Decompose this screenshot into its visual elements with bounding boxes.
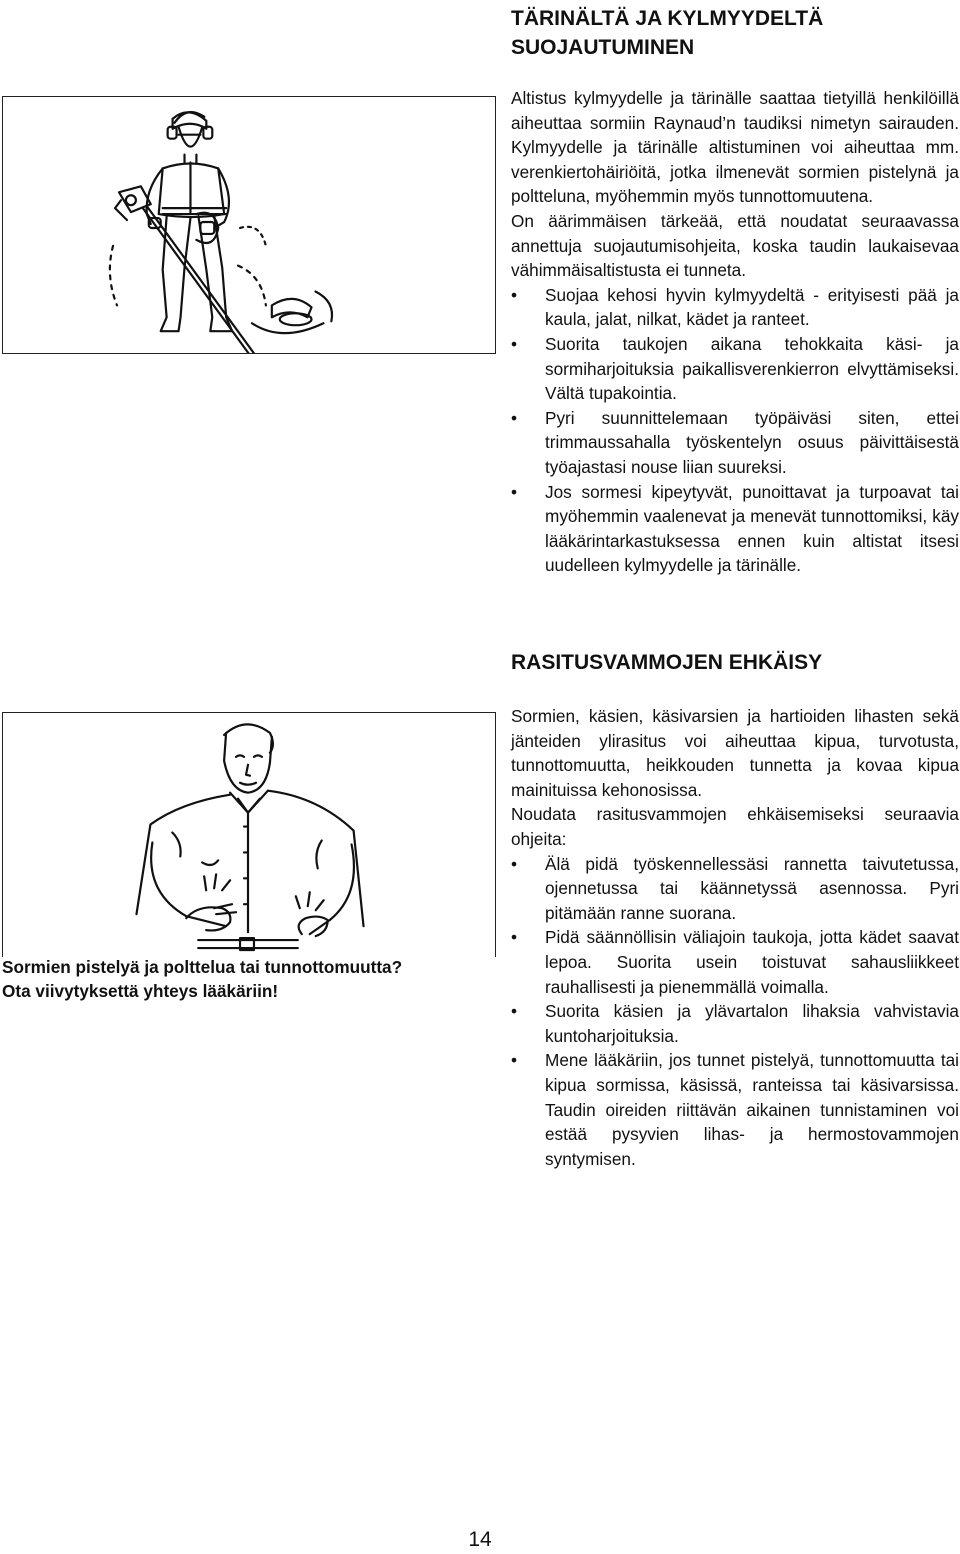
list-item-text: Pyri suunnittelemaan työpäiväsi siten, ettei trimmaussahalla työskentelyn osuus päivittäisestä työajastasi nouse liian suureksi.: [545, 407, 959, 477]
bullet-symbol: •: [511, 927, 518, 948]
intro-paragraph: Altistus kylmyydelle ja tärinälle saattaa tietyillä henkilöillä aiheuttaa sormiin Raynaud’n taudiksi nimetyn sairauden. Kylmyydelle ja tärinälle altistuminen voi aiheuttaa mm. verenkiertohäiriöitä, jotka ilmenevät sormien pistelynä ja poltteluna, myöhemmin myös tunnottomuutena.: [511, 88, 959, 207]
section1-body: [511, 86, 959, 578]
list-item: [511, 406, 959, 480]
list-item-text: Jos sormesi kipeytyvät, punoittavat ja turpoavat tai myöhemmin vaalenevat ja menevät tunnottomiksi, käy lääkärintarkastuksessa ennen kuin altistat itsesi uudelleen kylmyydelle ja tärinälle.: [545, 481, 959, 576]
bullet-symbol: •: [511, 1001, 518, 1022]
trimmer-operator-illustration: [2, 96, 496, 354]
section-title-vibration-cold: [511, 4, 823, 62]
list-item-text: Pidä säännöllisin väliajoin taukoja, jotta kädet saavat lepoa. Suorita usein toistuvat sahausliikkeet rauhallisesti ja pienemmällä voimalla.: [545, 927, 959, 997]
caption-line: Sormien pistelyä ja polttelua tai tunnottomuutta?: [2, 957, 403, 977]
section2-body: [511, 704, 959, 1171]
list-item: [511, 283, 959, 332]
page-number: 14: [468, 1528, 492, 1551]
list-item: [511, 1048, 959, 1171]
section-title-strain-injury: RASITUSVAMMOJEN EHKÄISY: [511, 651, 823, 674]
figure-caption: [2, 955, 492, 1003]
list-item-text: Suojaa kehosi hyvin kylmyydeltä - erityisesti pää ja kaula, jalat, nilkat, kädet ja ranteet.: [545, 284, 959, 330]
list-item: [511, 332, 959, 406]
list-item-text: Suorita taukojen aikana tehokkaita käsi- ja sormiharjoituksia paikallisverenkierron elvyttämiseksi. Vältä tupakointia.: [545, 333, 959, 404]
strain-guidelines-intro: Noudata rasitusvammojen ehkäisemiseksi seuraavia ohjeita:: [511, 804, 959, 849]
bullet-symbol: •: [511, 284, 518, 305]
list-item: [511, 852, 959, 926]
bullet-symbol: •: [511, 481, 518, 502]
caption-line: Ota viivytyksettä yhteys lääkäriin!: [2, 981, 279, 1001]
section-title-line: TÄRINÄLTÄ JA KYLMYYDELTÄ: [511, 7, 824, 30]
bullet-symbol: •: [511, 1050, 518, 1071]
bullet-symbol: •: [511, 333, 518, 354]
list-item-text: Suorita käsien ja ylävartalon lihaksia vahvistavia kuntoharjoituksia.: [545, 1001, 959, 1046]
strain-guidelines-list: [511, 852, 959, 1172]
list-item: [511, 999, 959, 1048]
list-item: [511, 925, 959, 999]
strain-intro-paragraph: Sormien, käsien, käsivarsien ja hartioiden lihasten sekä jänteiden ylirasitus voi aiheuttaa kipua, turvotusta, tunnottomuutta, heikkouden tunnetta ja kovaa kipua mainituissa kehonosissa.: [511, 706, 959, 800]
list-item-text: Mene lääkäriin, jos tunnet pistelyä, tunnottomuutta tai kipua sormissa, käsissä, ranteissa tai käsivarsissa. Taudin oireiden riittävän aikainen tunnistaminen voi estää pysyvien lihas- ja hermostovammojen syntymisen.: [545, 1050, 959, 1169]
bullet-symbol: •: [511, 407, 518, 428]
protection-guidelines-list: [511, 283, 959, 578]
hand-symptoms-drawing: [3, 713, 495, 957]
importance-paragraph: On äärimmäisen tärkeää, että noudatat seuraavassa annettuja suojautumisohjeita, koska taudin laukaisevaa vähimmäisaltistusta ei tunneta.: [511, 210, 959, 281]
section-title-line: SUOJAUTUMINEN: [511, 36, 695, 59]
list-item: [511, 480, 959, 578]
trimmer-operator-drawing: [3, 97, 495, 353]
bullet-symbol: •: [511, 853, 518, 874]
list-item-text: Älä pidä työskennellessäsi rannetta taivutetussa, ojennetussa tai käännetyssä asennossa. Pyri pitämään ranne suorana.: [545, 853, 959, 923]
hand-symptoms-illustration: [2, 712, 496, 957]
